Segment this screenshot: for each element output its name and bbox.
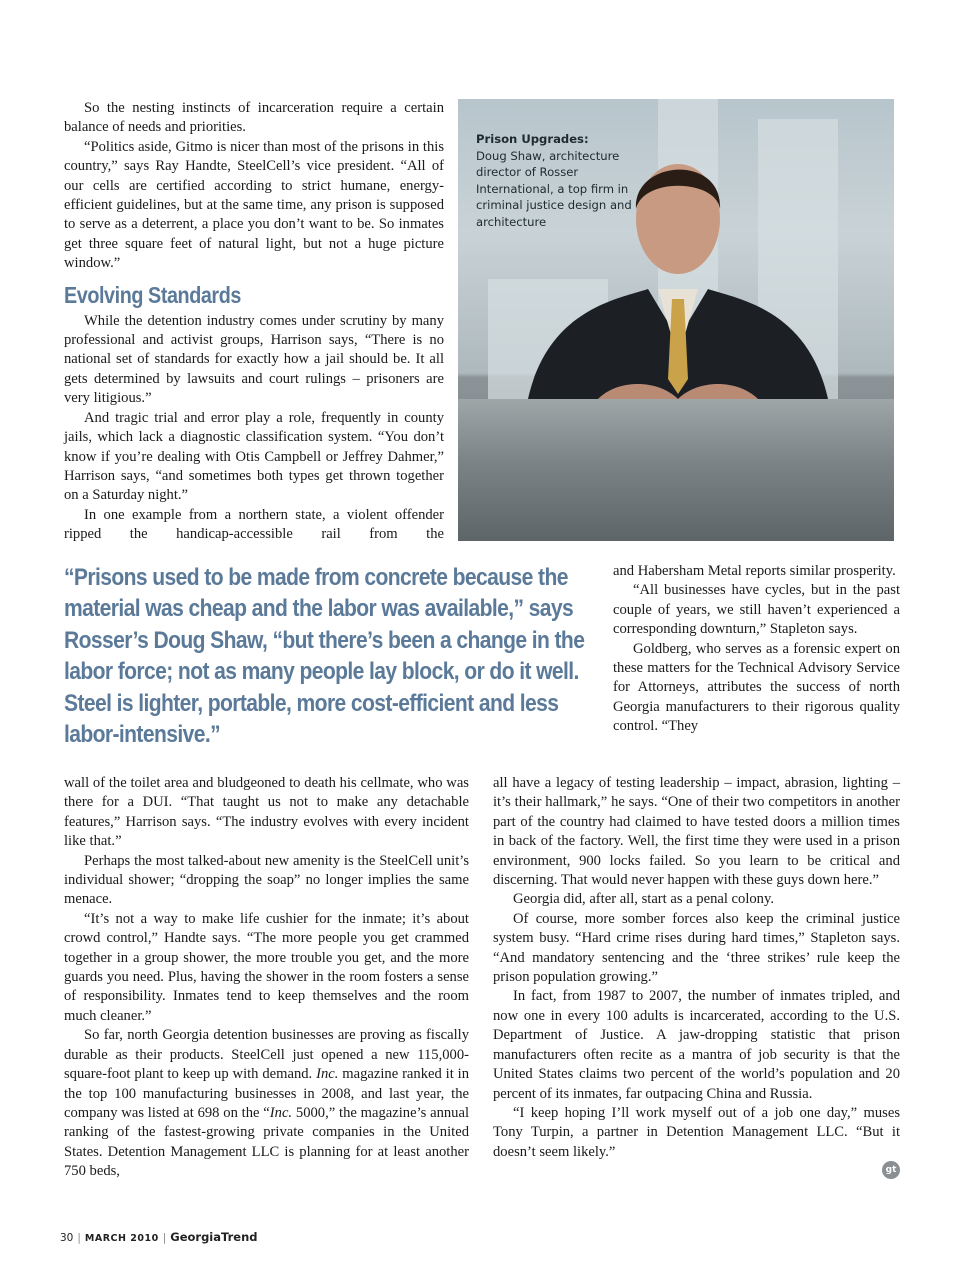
text-run: magazine ranked it in the top 100 manufacturing businesses in 2008, and last year, the company was listed at 698 on the “ <box>64 1066 469 1121</box>
paragraph: “All businesses have cycles, but in the past couple of years, we still haven’t experienced a corresponding downturn,” Stapleton says. <box>613 582 900 638</box>
page-number: 30 <box>60 1232 74 1244</box>
paragraph: Perhaps the most talked-about new amenity is the SteelCell unit’s individual shower; “dropping the soap” no longer implies the same menace. <box>64 852 469 908</box>
paragraph: wall of the toilet area and bludgeoned to death his cellmate, who was there for a DUI. “That taught us not to make any detachable features,” Harrison says. “The industry evolves with every incident like that.” <box>64 775 469 850</box>
paragraph: Georgia did, after all, start as a penal colony. <box>513 891 774 908</box>
italic-run: Inc. <box>316 1066 339 1083</box>
article-column-right-top <box>613 562 900 737</box>
paragraph: While the detention industry comes under scrutiny by many professional and activist groups, Harrison says, “There is no national set of standards for exactly how a jail should be. It all gets determined by lawsuits and court rulings – prisoners are very litigious.” <box>64 312 444 407</box>
magazine-name: GeorgiaTrend <box>170 1230 258 1244</box>
table-surface <box>458 399 894 541</box>
paragraph: Of course, more somber forces also keep the criminal justice system busy. “Hard crime rises during hard times,” Stapleton says. “And mandatory sentencing and the ‘three strikes’ rule keep the prison population growing.” <box>493 910 900 986</box>
page-footer <box>60 1230 257 1244</box>
pull-quote: “Prisons used to be made from concrete because the material was cheap and the labor was available,” says Rosser’s Doug Shaw, “but there’s been a change in the labor force; not as many people lay block, or do it well. Steel is lighter, portable, more cost-efficient and less labor-intensive.” <box>64 564 585 749</box>
paragraph: Goldberg, who serves as a forensic expert on these matters for the Technical Advisory Service for Attorneys, attributes the success of north Georgia manufacturers to their rigorous quality control. “They <box>613 640 900 735</box>
text-run: 5000,” the magazine’s annual ranking of the fastest-growing private companies in the United States. Detention Management LLC is planning for at least another 750 beds, <box>64 1104 470 1180</box>
portrait-photo <box>458 99 894 541</box>
caption-title: Prison Upgrades: <box>476 132 589 146</box>
paragraph: In fact, from 1987 to 2007, the number of inmates tripled, and now one in every 100 adults is incarcerated, according to the U.S. Department of Justice. A jaw-dropping statistic that prison manufacturers often recite as a mantra of job security is that the United States claims two percent of the world’s population and 20 percent of its inmates, far outpacing China and Russia. <box>493 988 900 1102</box>
caption-text: Doug Shaw, architecture director of Rosser International, a top firm in criminal justice design and architecture <box>476 148 632 229</box>
italic-run: Inc. <box>269 1104 293 1121</box>
paragraph: “It’s not a way to make life cushier for the inmate; it’s about crowd control,” Handte says. “The more people you get crammed together in a group shower, the more trouble you get, and the more guards you need. Plus, having the shower in the room fosters a sense of responsibility. Inmates tend to keep themselves and the room much cleaner.” <box>64 910 469 1024</box>
section-subhead: Evolving Standards <box>64 281 241 308</box>
article-column-top-left <box>64 99 444 545</box>
paragraph <box>64 1026 469 1181</box>
separator: | <box>77 1232 81 1244</box>
paragraph: and Habersham Metal reports similar prosperity. <box>613 563 896 579</box>
paragraph: So the nesting instincts of incarceration require a certain balance of needs and priorities. <box>64 100 444 136</box>
paragraph: In one example from a northern state, a violent offender ripped the handicap-accessible rail from the <box>64 506 444 543</box>
separator: | <box>162 1232 167 1244</box>
text-run: So far, north Georgia detention businesses are proving as fiscally durable as their products. SteelCell just opened a new 115,000-square-foot plant to keep up with demand. <box>64 1027 469 1083</box>
paragraph: “I keep hoping I’ll work myself out of a job one day,” muses Tony Turpin, a partner in Detention Management LLC. “But it doesn’t seem likely.” <box>493 1104 900 1160</box>
paragraph: And tragic trial and error play a role, frequently in county jails, which lack a diagnostic classification system. “You don’t know if you’re dealing with Otis Campbell or Jeffrey Dahmer,” Harrison says, “and sometimes both types get thrown together on a Saturday night.” <box>64 409 444 504</box>
paragraph: “Politics aside, Gitmo is nicer than most of the prisons in this country,” says Ray Handte, SteelCell’s vice president. “All of our cells are certified according to strict humane, energy-efficient guidelines, but at the same time, any prison is supposed to serve as a deterrent, a place you don’t want to be. So inmates get three square feet of natural light, but not a huge picture window.” <box>64 138 444 272</box>
article-column-bottom-right <box>493 774 900 1162</box>
issue-date: MARCH 2010 <box>84 1233 159 1244</box>
article-column-bottom-left <box>64 774 469 1182</box>
end-mark-icon: gt <box>882 1161 900 1179</box>
photo-caption <box>476 131 646 231</box>
paragraph: all have a legacy of testing leadership – impact, abrasion, lighting – it’s their hallmark,” he says. “One of their two competitors in another part of the country had claimed to have tested doors a million times in back of the factory. Well, the first time they were used in a prison environment, 900 locks failed. So you learn to be critical and discerning. That would never happen with these guys down here.” <box>493 775 900 889</box>
